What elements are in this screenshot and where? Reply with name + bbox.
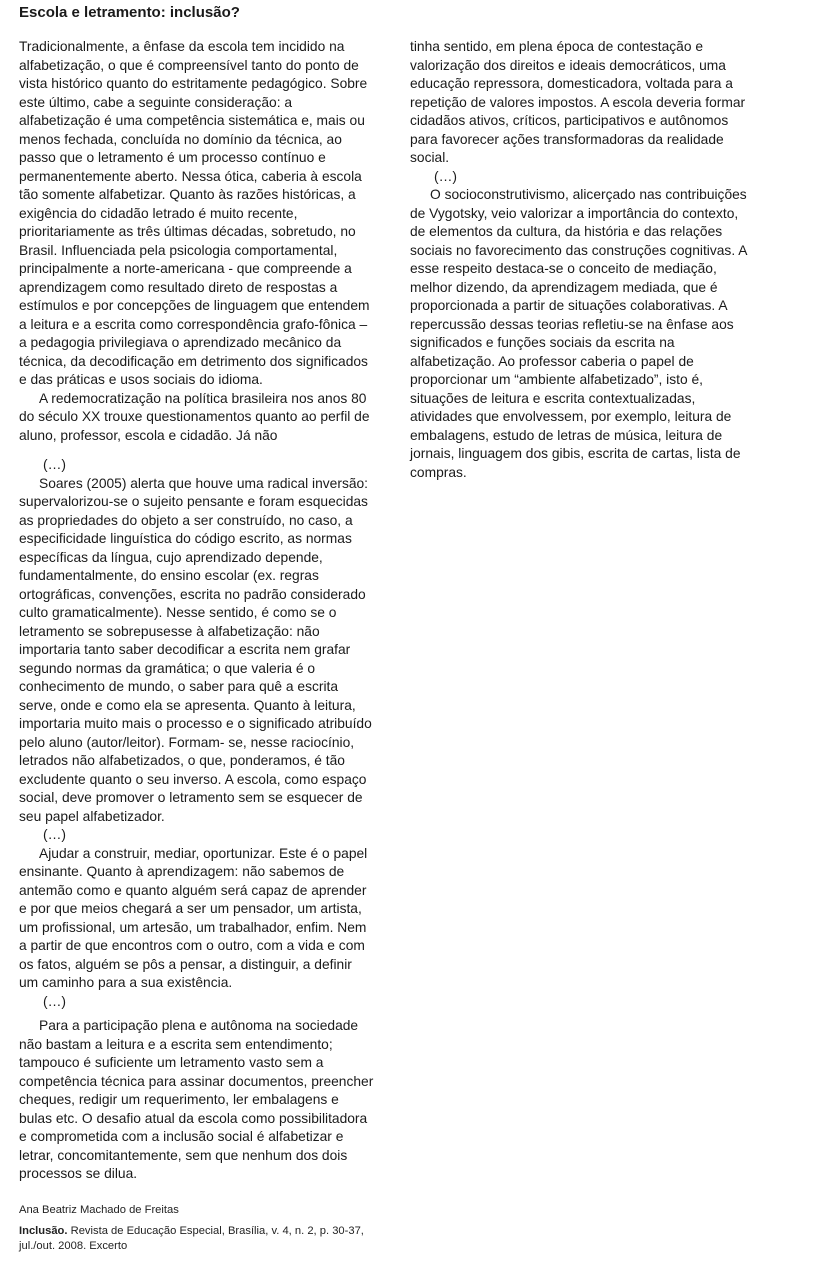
article-title: Escola e letramento: inclusão?: [19, 4, 240, 21]
omission-marker: (…): [43, 457, 66, 472]
paragraph: Ajudar a construir, mediar, oportunizar. Este é o papel ensinante. Quanto à aprendizagem: não sabemos de antemão como e quanto alguém será capaz de aprender e por que meios chegará a ser um pensador, um artista, um profissional, um artesão, um trabalhador, enfim. Nem a partir de que encontros com o outro, com a vida e com os fatos, alguém se pôs a pensar, a distinguir, a definir um caminho para a sua existência.: [19, 845, 368, 990]
paragraph: tinha sentido, em plena época de contestação e valorização dos direitos e ideais democráticos, uma educação repressora, domesticadora, voltada para a repetição de valores impostos. A escola deveria formar cidadãos ativos, críticos, participativos e autônomos para favorecer ações transformadoras da realidade social.: [410, 39, 746, 165]
reference-details: Revista de Educação Especial, Brasília, v. 4, n. 2, p. 30-37, jul./out. 2008. Excerto: [19, 1225, 364, 1252]
paragraph: Tradicionalmente, a ênfase da escola tem incidido na alfabetização, o que é compreensível tanto do ponto de vista histórico quanto do estritamente pedagógico. Sobre este último, cabe a seguinte consideração: a alfabetização é uma competência sistemática e, mais ou menos fechada, concluída no domínio da técnica, ao passo que o letramento é um processo contínuo e permanentemente aberto. Nessa ótica, caberia à escola tão somente alfabetizar. Quanto às razões históricas, a exigência do cidadão letrado é muito recente, prioritariamente as três últimas décadas, sobretudo, no Brasil. Influenciada pela psicologia comportamental, principalmente a norte-americana - que compreende a aprendizagem como resultado direto de respostas a estímulos e por concepções de linguagem que entendem a leitura e a escrita como correspondência grafo-fônica – a pedagogia privilegiava o aprendizado mecânico da técnica, da decodificação em detrimento dos significados e das práticas e usos sociais do idioma.: [19, 39, 370, 387]
paragraph: Soares (2005) alerta que houve uma radical inversão: supervalorizou-se o sujeito pensante e foram esquecidas as propriedades do objeto a ser construído, no caso, a especificidade linguística do código escrito, as normas específicas da língua, cujo aprendizado depende, fundamentalmente, do ensino escolar (ex. regras ortográficas, convenções, escrita no padrão considerado culto gramaticalmente). Nesse sentido, é como se o letramento se sobrepusesse à alfabetização: não importaria tanto saber decodificar a escrita nem grafar segundo normas da gramática; o que valeria é o conhecimento de mundo, o saber para quê a escrita serve, onde e como ela se apresenta. Quanto à leitura, importaria muito mais o processo e o significado atribuído pelo aluno (autor/leitor). Formam- se, nesse raciocínio, letrados não alfabetizados, o que, ponderamos, é tão excludente quanto o seu inverso. A escola, como espaço social, deve promover o letramento sem se esquecer de seu papel alfabetizador.: [19, 475, 372, 824]
omission-marker: (…): [43, 993, 66, 1009]
omission-marker: (…): [434, 168, 457, 184]
paragraph: A redemocratização na política brasileira nos anos 80 do século XX trouxe questionamentos quanto ao perfil de aluno, professor, escola e cidadão. Já não: [19, 390, 370, 443]
paragraph: O socioconstrutivismo, alicerçado nas contribuições de Vygotsky, veio valorizar a importância do contexto, de elementos da cultura, da história e das relações sociais no favorecimento das construções cognitivas. A esse respeito destaca-se o conceito de mediação, melhor dizendo, da aprendizagem mediada, que é proporcionada a partir de situações colaborativas. A repercussão dessas teorias refletiu-se na ênfase aos significados e funções sociais da escrita na alfabetização. Ao professor caberia o papel de proporcionar um “ambiente alfabetizado”, isto é, situações de leitura e escrita contextualizadas, atividades que envolvessem, por exemplo, leitura de embalagens, estudo de letras de música, leitura de jornais, linguagem dos gibis, escrita de cartas, lista de compras.: [410, 187, 747, 480]
right-column: [410, 38, 756, 482]
omission-marker: (…): [43, 827, 66, 842]
left-column: [19, 38, 374, 1184]
source-citation: [19, 1203, 399, 1254]
author-name: Ana Beatriz Machado de Freitas: [19, 1204, 179, 1216]
paragraph: Para a participação plena e autônoma na sociedade não bastam a leitura e a escrita sem entendimento; tampouco é suficiente um letramento vasto sem a competência técnica para assinar documentos, preencher cheques, redigir um requerimento, ler embalagens e bulas etc. O desafio atual da escola como possibilitadora e comprometida com a inclusão social é alfabetizar e letrar, concomitantemente, sem que nenhum dos dois processos se dilua.: [19, 1018, 374, 1181]
reference: [19, 1224, 399, 1254]
journal-name: Inclusão.: [19, 1225, 68, 1237]
